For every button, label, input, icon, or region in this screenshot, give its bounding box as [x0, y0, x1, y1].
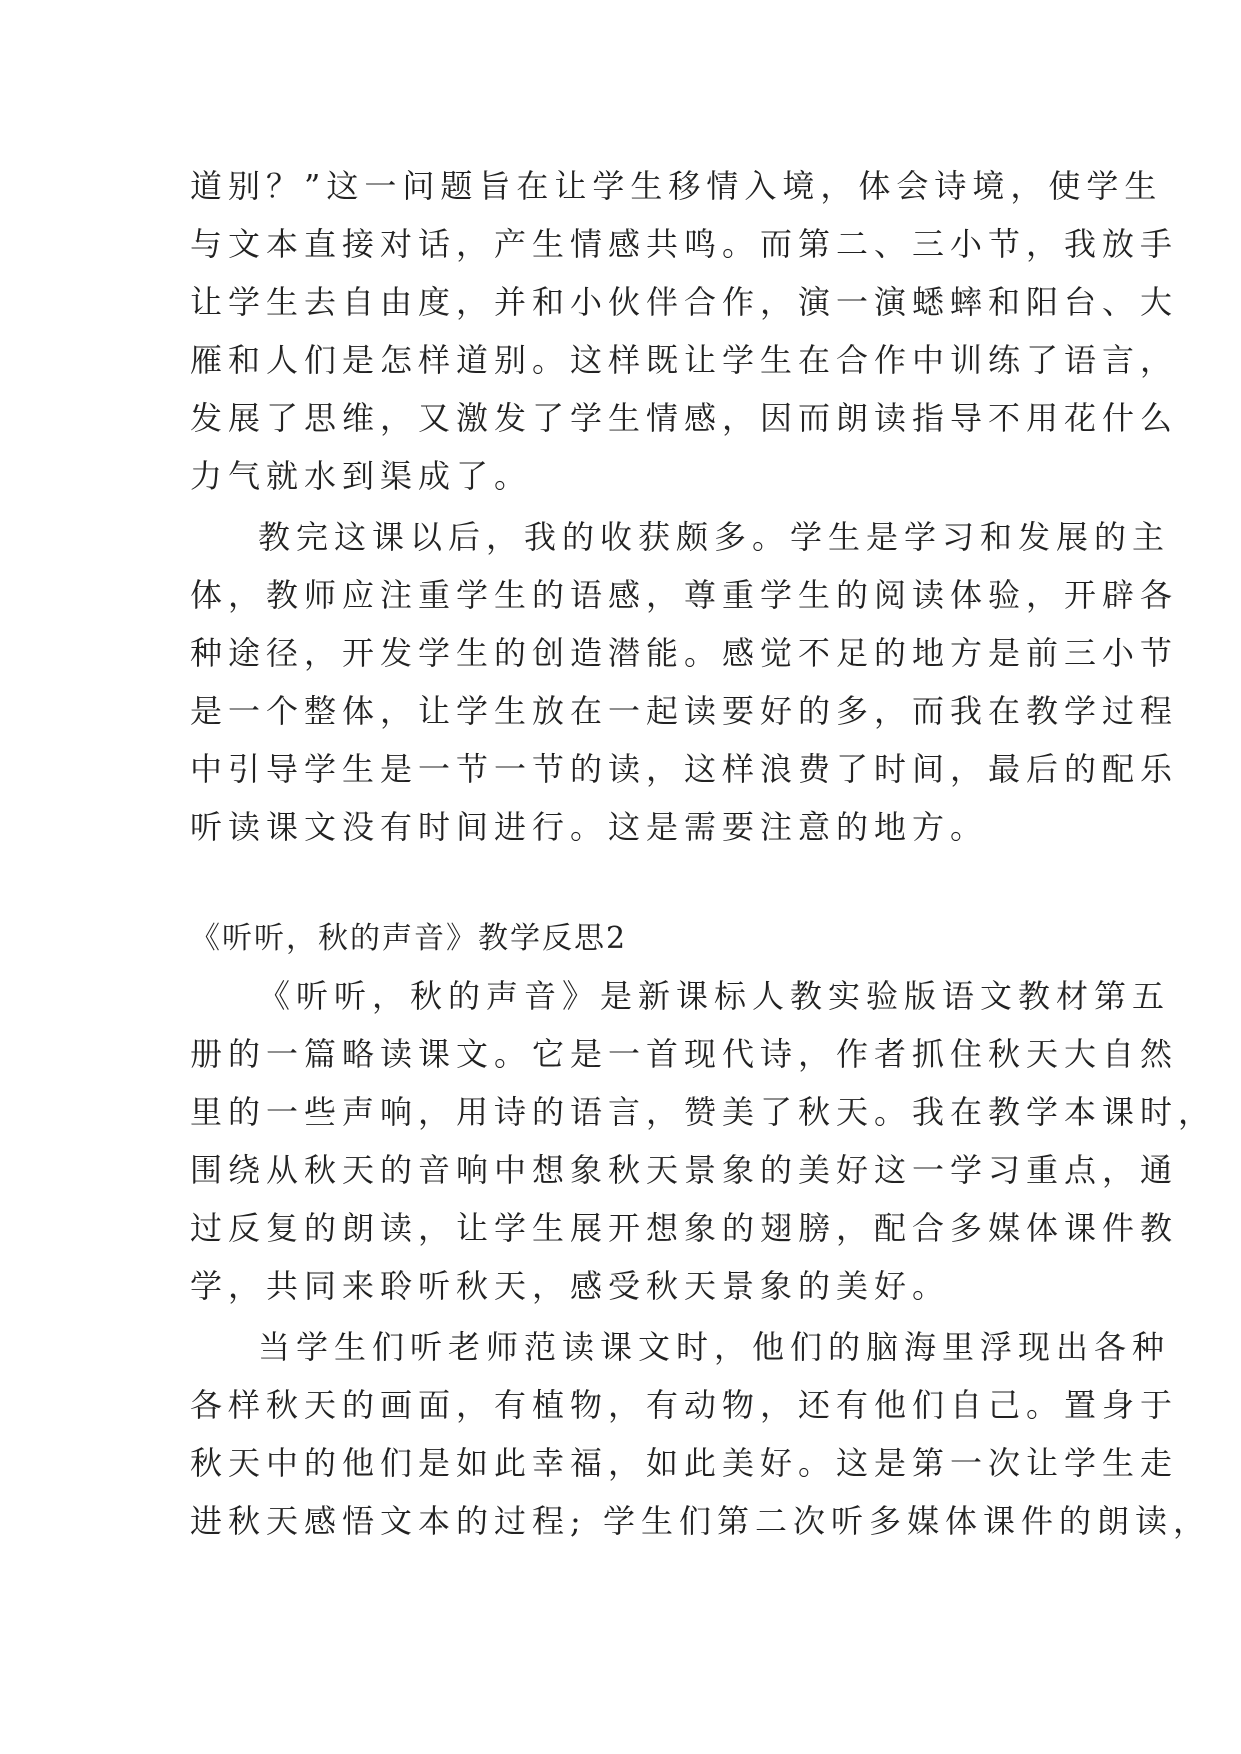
text-line: 体，教师应注重学生的语感，尊重学生的阅读体验，开辟各	[190, 576, 1179, 614]
paragraph-listening-process	[190, 1318, 1211, 1550]
text-line: 道别？”这一问题旨在让学生移情入境，体会诗境，使学生	[190, 167, 1163, 205]
text-line: 《听听，秋的声音》是新课标人教实验版语文教材第五	[258, 977, 1171, 1015]
text-line: 力气就水到渠成了。	[190, 457, 533, 495]
text-line: 进秋天感悟文本的过程; 学生们第二次听多媒体课件的朗读，	[190, 1502, 1211, 1540]
text-line: 过反复的朗读，让学生展开想象的翅膀，配合多媒体课件教	[190, 1209, 1179, 1247]
text-line: 雁和人们是怎样道别。这样既让学生在合作中训练了语言，	[190, 341, 1179, 379]
text-line: 围绕从秋天的音响中想象秋天景象的美好这一学习重点，通	[190, 1151, 1179, 1189]
text-line: 秋天中的他们是如此幸福，如此美好。这是第一次让学生走	[190, 1444, 1179, 1482]
text-line: 与文本直接对话，产生情感共鸣。而第二、三小节，我放手	[190, 225, 1179, 263]
text-line: 是一个整体，让学生放在一起读要好的多，而我在教学过程	[190, 692, 1179, 730]
text-line: 册的一篇略读课文。它是一首现代诗，作者抓住秋天大自然	[190, 1035, 1179, 1073]
paragraph-reflection-summary	[190, 508, 1179, 856]
text-line: 中引导学生是一节一节的读，这样浪费了时间，最后的配乐	[190, 750, 1179, 788]
section-heading: 《听听，秋的声音》教学反思2	[190, 921, 628, 956]
text-line: 教完这课以后，我的收获颇多。学生是学习和发展的主	[258, 518, 1171, 556]
text-line: 种途径，开发学生的创造潜能。感觉不足的地方是前三小节	[190, 634, 1179, 672]
text-line: 发展了思维，又激发了学生情感，因而朗读指导不用花什么	[190, 399, 1179, 437]
text-line: 听读课文没有时间进行。这是需要注意的地方。	[190, 808, 989, 846]
text-line: 让学生去自由度，并和小伙伴合作，演一演蟋蟀和阳台、大	[190, 283, 1179, 321]
text-line: 当学生们听老师范读课文时，他们的脑海里浮现出各种	[258, 1328, 1171, 1366]
text-line: 学，共同来聆听秋天，感受秋天景象的美好。	[190, 1267, 951, 1305]
text-line: 各样秋天的画面，有植物，有动物，还有他们自己。置身于	[190, 1386, 1179, 1424]
paragraph-introduction	[190, 967, 1217, 1315]
text-line: 里的一些声响，用诗的语言，赞美了秋天。我在教学本课时，	[190, 1093, 1217, 1131]
paragraph-continued	[190, 157, 1179, 505]
